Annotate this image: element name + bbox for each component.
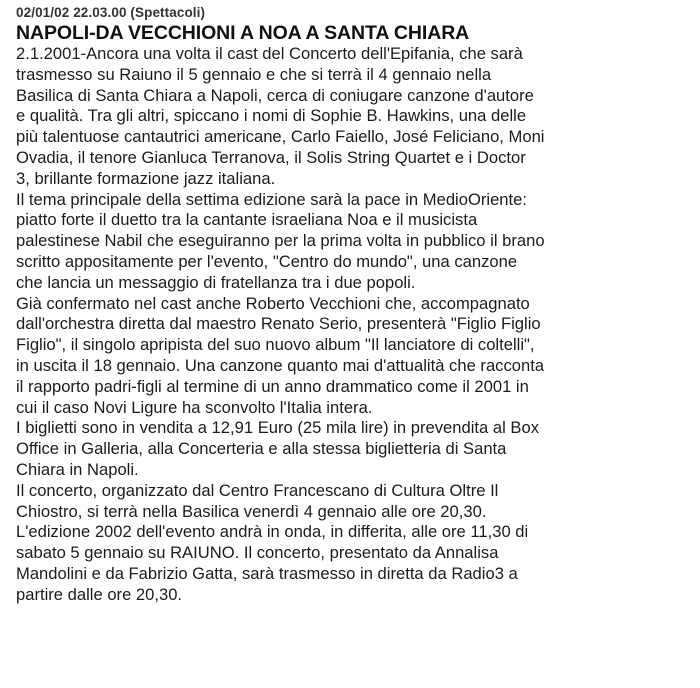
clipping-meta: 02/01/02 22.03.00 (Spettacoli) bbox=[16, 5, 206, 20]
news-clipping bbox=[16, 5, 688, 606]
paragraph-line: trasmesso su Raiuno il 5 gennaio e che si terrà il 4 gennaio nella bbox=[16, 64, 492, 84]
paragraph-line: 2.1.2001-Ancora una volta il cast del Concerto dell'Epifania, che sarà bbox=[16, 44, 523, 63]
paragraph-line: Chiara in Napoli. bbox=[16, 459, 139, 479]
paragraph-line: Basilica di Santa Chiara a Napoli, cerca di coniugare canzone d'autore bbox=[16, 85, 534, 105]
paragraph-line: Il tema principale della settima edizione sarà la pace in MedioOriente: bbox=[16, 189, 527, 209]
article-body bbox=[16, 44, 688, 606]
paragraph-line: Office in Galleria, alla Concerteria e alla stessa biglietteria di Santa bbox=[16, 439, 507, 459]
article-paragraph bbox=[16, 44, 688, 190]
paragraph-line: palestinese Nabil che eseguiranno per la prima volta in pubblico il brano bbox=[16, 231, 545, 251]
paragraph-line: il rapporto padri-figli al termine di un anno drammatico come il 2001 in bbox=[16, 376, 529, 396]
paragraph-line: Ovadia, il tenore Gianluca Terranova, il Solis String Quartet e i Doctor bbox=[16, 147, 526, 167]
paragraph-line: piatto forte il duetto tra la cantante israeliana Noa e il musicista bbox=[16, 210, 478, 230]
paragraph-line: più talentuose cantautrici americane, Carlo Faiello, José Feliciano, Moni bbox=[16, 127, 545, 147]
article-paragraph bbox=[16, 294, 688, 419]
paragraph-line: L'edizione 2002 dell'evento andrà in onda, in differita, alle ore 11,30 di bbox=[16, 522, 529, 542]
paragraph-line: Figlio", il singolo apripista del suo nuovo album "Il lanciatore di coltelli", bbox=[16, 335, 535, 355]
paragraph-line: che lancia un messaggio di fratellanza tra i due popoli. bbox=[16, 272, 416, 292]
paragraph-line: sabato 5 gennaio su RAIUNO. Il concerto, presentato da Annalisa bbox=[16, 543, 499, 563]
paragraph-line: dall'orchestra diretta dal maestro Renato Serio, presenterà "Figlio Figlio bbox=[16, 314, 541, 334]
paragraph-line: in uscita il 18 gennaio. Una canzone quanto mai d'attualità che racconta bbox=[16, 355, 545, 375]
article-paragraph bbox=[16, 418, 688, 480]
paragraph-line: scritto appositamente per l'evento, "Centro do mundo", una canzone bbox=[16, 251, 518, 271]
paragraph-line: I biglietti sono in vendita a 12,91 Euro (25 mila lire) in prevendita al Box bbox=[16, 418, 539, 438]
article-paragraph bbox=[16, 481, 688, 523]
article-paragraph bbox=[16, 190, 688, 294]
paragraph-line: Chiostro, si terrà nella Basilica venerdì 4 gennaio alle ore 20,30. bbox=[16, 501, 487, 521]
article-paragraph bbox=[16, 522, 688, 605]
paragraph-line: Il concerto, organizzato dal Centro Francescano di Cultura Oltre Il bbox=[16, 480, 499, 500]
headline: NAPOLI-DA VECCHIONI A NOA A SANTA CHIARA bbox=[16, 22, 470, 44]
paragraph-line: Già confermato nel cast anche Roberto Vecchioni che, accompagnato bbox=[16, 293, 530, 313]
paragraph-line: e qualità. Tra gli altri, spiccano i nomi di Sophie B. Hawkins, una delle bbox=[16, 106, 527, 126]
paragraph-line: Mandolini e da Fabrizio Gatta, sarà trasmesso in diretta da Radio3 a bbox=[16, 563, 518, 583]
paragraph-line: partire dalle ore 20,30. bbox=[16, 584, 183, 604]
paragraph-line: 3, brillante formazione jazz italiana. bbox=[16, 168, 276, 188]
paragraph-line: cui il caso Novi Ligure ha sconvolto l'Italia intera. bbox=[16, 397, 373, 417]
